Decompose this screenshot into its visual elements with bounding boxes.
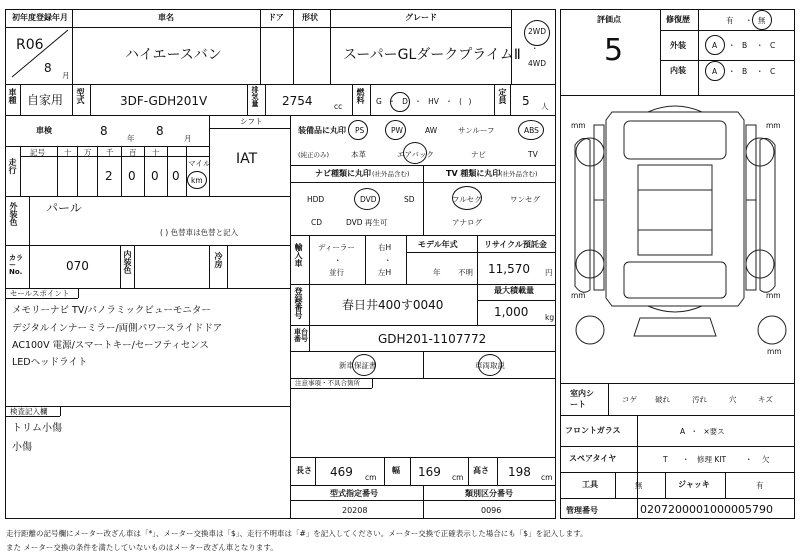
capacity-label: 定員 <box>498 88 507 104</box>
equip-tv: TV <box>528 150 538 159</box>
score-value: 5 <box>604 33 624 68</box>
selling-point-1: メモリーナビ TV/パノラミックビューモニター <box>12 305 211 316</box>
spare-t: T <box>663 455 668 464</box>
mm-label-top-right: mm <box>766 121 781 130</box>
windshield-label: フロントガラス <box>565 426 621 435</box>
management-value: 0207200001000005790 <box>640 503 773 516</box>
hand-dot: ・ <box>384 256 392 265</box>
class-number-label: 類別区分番号 <box>465 489 513 498</box>
color-code: 070 <box>66 259 89 273</box>
car-name: ハイエースバン <box>125 47 222 63</box>
windshield-value: A ・ ×要ス <box>680 427 725 436</box>
mileage-digit-4: 0 <box>172 169 180 183</box>
spare-dot-1: ・ <box>682 455 690 464</box>
equip-sunroof: サンルーフ <box>458 126 495 135</box>
kind-label: 車種 <box>8 88 17 104</box>
equip-navi: ナビ <box>471 150 486 159</box>
tools-value: 無 <box>635 481 643 490</box>
cc-unit: cc <box>334 102 343 111</box>
yen-unit: 円 <box>545 268 553 277</box>
equip-pw-circle <box>385 120 406 140</box>
reg-era: R06 <box>16 37 44 53</box>
equip-airbag: エアバック <box>397 150 434 159</box>
exterior-b: B <box>742 41 748 50</box>
place-label-1: 十 <box>64 148 72 157</box>
registration-label: 登録番号 <box>294 287 303 319</box>
max-load-label: 最大積載量 <box>494 286 534 295</box>
registration-value: 春日井400す0040 <box>342 298 444 312</box>
color-value: パール <box>46 201 82 215</box>
exterior-a-circle <box>705 35 725 55</box>
exterior-a: A <box>712 41 718 50</box>
tv-fullseg-circle <box>452 186 482 210</box>
footer-line-1: 走行距離の記号欄にメーター改ざん車は「*」、メーター交換車は「$」、走行不明車は「#」を記入してください。メーター交換で正確表示した場合にも「$」を記入します。 <box>6 529 588 538</box>
kg-unit: kg <box>545 313 555 322</box>
interior-a: A <box>712 67 718 76</box>
recycle-value: 11,570 <box>488 262 530 276</box>
selling-point-2: デジタルインナーミラー/両側パワースライドドア <box>12 323 223 334</box>
navi-sub: (社外品含む) <box>372 170 410 178</box>
sheet-scratch: キズ <box>758 395 773 404</box>
type-number-label: 型式指定番号 <box>330 489 378 498</box>
navi-dvd-play: DVD 再生可 <box>346 218 388 227</box>
selling-point-3: AC100V 電源/スマートキー/セーフティセンス <box>12 340 209 351</box>
mileage-unit-circle <box>187 171 207 189</box>
repair-no-circle <box>752 10 772 30</box>
length-value: 469 <box>330 465 353 479</box>
inspector-item-1: トリム小傷 <box>12 423 62 434</box>
shape-label: 形状 <box>302 13 318 22</box>
vehicle-manual-circle <box>478 354 502 376</box>
sheet-burn: コゲ <box>622 395 637 404</box>
equipment-sub: (純正のみ) <box>298 151 330 159</box>
vehicle-manual: 車両取説 <box>475 361 505 370</box>
interior-b: B <box>742 67 748 76</box>
displacement-label: 排気量 <box>251 86 259 107</box>
kind-value: 自家用 <box>27 93 64 107</box>
interior-color-label: 内装色 <box>123 250 132 274</box>
equip-pw: PW <box>391 126 403 135</box>
model-label: 型式 <box>76 88 85 104</box>
mileage-unit: km <box>191 176 203 185</box>
month-unit: 月 <box>62 71 70 80</box>
right-hand: 右H <box>378 243 392 252</box>
width-value: 169 <box>418 465 441 479</box>
color-code-label: カラーNo. <box>9 254 23 276</box>
spare-none: 欠 <box>762 455 770 464</box>
person-unit: 人 <box>541 102 549 111</box>
mm-label-rear: mm <box>767 347 782 356</box>
navi-dvd-circle <box>354 188 380 210</box>
drive-2wd-circle <box>524 20 550 46</box>
color-label: 外装色 <box>9 202 18 226</box>
new-car-warranty: 新車保証書 <box>339 361 377 370</box>
navi-cd: CD <box>311 218 323 227</box>
management-label: 管理番号 <box>566 506 598 515</box>
equip-aw: AW <box>425 126 438 135</box>
repair-option-no: 無 <box>758 16 766 25</box>
tv-label: TV 種類に丸印 <box>446 169 501 178</box>
navi-label: ナビ種類に丸印 <box>315 169 371 178</box>
exterior-dot-1: ・ <box>728 41 736 50</box>
grade: スーパーGLダークプライムⅡ <box>343 47 521 63</box>
chassis-value: GDH201-1107772 <box>378 332 487 346</box>
transport-dealer: ディーラー <box>318 243 355 252</box>
recycle-label: リサイクル預託金 <box>484 240 547 249</box>
navi-hdd: HDD <box>307 195 325 204</box>
type-number-value: 20208 <box>342 506 368 515</box>
door-label: ドア <box>268 13 284 22</box>
drive-dot: ・ <box>531 44 539 53</box>
capacity-value: 5 <box>522 94 530 108</box>
spare-dot-2: ・ <box>745 455 753 464</box>
tv-analog: アナログ <box>452 218 482 227</box>
equip-ps-circle <box>348 120 368 140</box>
drive-2wd: 2WD <box>528 27 546 36</box>
mm-label-top-left: mm <box>571 121 586 130</box>
displacement-value: 2754 <box>282 94 313 108</box>
fuel-selected-circle <box>390 92 410 112</box>
height-value: 198 <box>508 465 531 479</box>
tv-sub: (社外品含む) <box>500 170 538 178</box>
shift-label: シフト <box>240 117 263 126</box>
interior-a-circle <box>705 61 725 81</box>
exterior-dot-2: ・ <box>756 41 764 50</box>
tv-oneseg: ワンセグ <box>510 195 540 204</box>
equipment-label: 装備品に丸印 <box>298 126 346 135</box>
place-label-3: 千 <box>106 148 114 157</box>
mileage-digit-1: 2 <box>105 169 113 183</box>
inspection-label: 車検 <box>36 126 52 135</box>
length-unit: cm <box>365 473 377 482</box>
reg-year-label: 初年度登録年月 <box>12 13 68 22</box>
class-number-value: 0096 <box>481 506 502 515</box>
equip-ps: PS <box>355 126 365 135</box>
repair-option-dot: ・ <box>745 16 753 25</box>
interior-sheet-label: 室内シート <box>570 389 594 409</box>
inspection-year-unit: 年 <box>127 134 135 143</box>
drive-4wd: 4WD <box>528 59 546 68</box>
new-car-warranty-circle <box>352 354 376 376</box>
mileage-digit-3: 0 <box>151 169 159 183</box>
notes-label: 注意事項・不具合箇所 <box>295 379 360 387</box>
transport-label: 輸入車 <box>294 243 303 267</box>
mm-label-bottom-left: mm <box>571 291 586 300</box>
model-year-unknown: 不明 <box>458 268 473 277</box>
interior-c: C <box>770 67 776 76</box>
sheet-tear: 破れ <box>655 395 670 404</box>
tools-label: 工具 <box>582 480 598 489</box>
repair-history-label: 修復歴 <box>666 15 690 24</box>
interior-dot-2: ・ <box>756 67 764 76</box>
left-hand: 左H <box>378 268 392 277</box>
mm-label-bottom-right: mm <box>766 291 781 300</box>
equip-airbag-circle <box>403 142 427 164</box>
spare-tire-label: スペアタイヤ <box>569 454 617 463</box>
color-note: ( ) 色替車は色替と記入 <box>160 228 239 237</box>
equip-leather: 本革 <box>351 150 366 159</box>
car-name-label: 車名 <box>158 13 174 22</box>
inspection-month: 8 <box>156 124 164 138</box>
score-label: 評価点 <box>597 15 621 24</box>
sheet-hole: 穴 <box>729 395 737 404</box>
equip-abs-circle <box>518 120 544 140</box>
mileage-label: 走行 <box>8 158 17 174</box>
spare-kit: 修理 KIT <box>697 455 727 464</box>
cooler-label: 冷房 <box>214 252 223 268</box>
inspection-year: 8 <box>100 124 108 138</box>
model-value: 3DF-GDH201V <box>120 94 208 108</box>
interior-label: 内装 <box>670 66 686 75</box>
car-diagram <box>575 106 786 344</box>
mileage-digit-2: 0 <box>128 169 136 183</box>
inspector-item-2: 小傷 <box>12 442 32 453</box>
transport-parallel: 並行 <box>329 268 344 277</box>
tv-fullseg: フルセグ <box>452 195 482 204</box>
height-label: 高さ <box>473 466 489 475</box>
fuel-options: G ・ D ・ HV ・ ( ) <box>376 97 472 106</box>
width-label: 幅 <box>392 466 400 475</box>
height-unit: cm <box>541 473 553 482</box>
length-label: 長さ <box>296 466 312 475</box>
width-unit: cm <box>452 473 464 482</box>
sheet-stain: 汚れ <box>692 395 707 404</box>
chassis-label: 車台番号 <box>294 328 308 343</box>
jack-label: ジャッキ <box>678 480 710 489</box>
reg-month: 8 <box>44 61 52 75</box>
transport-dot: ・ <box>334 256 342 265</box>
navi-sd: SD <box>404 195 415 204</box>
selling-points-label: セールスポイント <box>10 289 70 298</box>
inspection-month-unit: 月 <box>184 134 192 143</box>
mile-label: マイル <box>188 159 211 168</box>
repair-option-yes: 有 <box>726 16 734 25</box>
place-label-5: 十 <box>152 148 160 157</box>
place-label-2: 万 <box>84 148 92 157</box>
grade-label: グレード <box>405 13 437 22</box>
equip-abs: ABS <box>524 126 539 135</box>
footer-line-2: また メーター交換の条件を満たしていないものはメーター改ざん車となります。 <box>6 543 278 552</box>
selling-point-4: LEDヘッドライト <box>12 357 88 368</box>
max-load-value: 1,000 <box>494 305 529 319</box>
fuel-label: 燃料 <box>356 88 365 104</box>
model-year-unit: 年 <box>433 268 441 277</box>
mileage-mark-label: 記号 <box>30 148 45 157</box>
shift-value: IAT <box>236 151 258 167</box>
jack-value: 有 <box>756 481 764 490</box>
interior-dot-1: ・ <box>728 67 736 76</box>
inspector-label: 検査記入欄 <box>10 407 48 416</box>
model-year-label: モデル年式 <box>418 240 458 249</box>
navi-dvd: DVD <box>360 195 377 204</box>
exterior-label: 外装 <box>670 41 686 50</box>
place-label-4: 百 <box>129 148 137 157</box>
exterior-c: C <box>770 41 776 50</box>
